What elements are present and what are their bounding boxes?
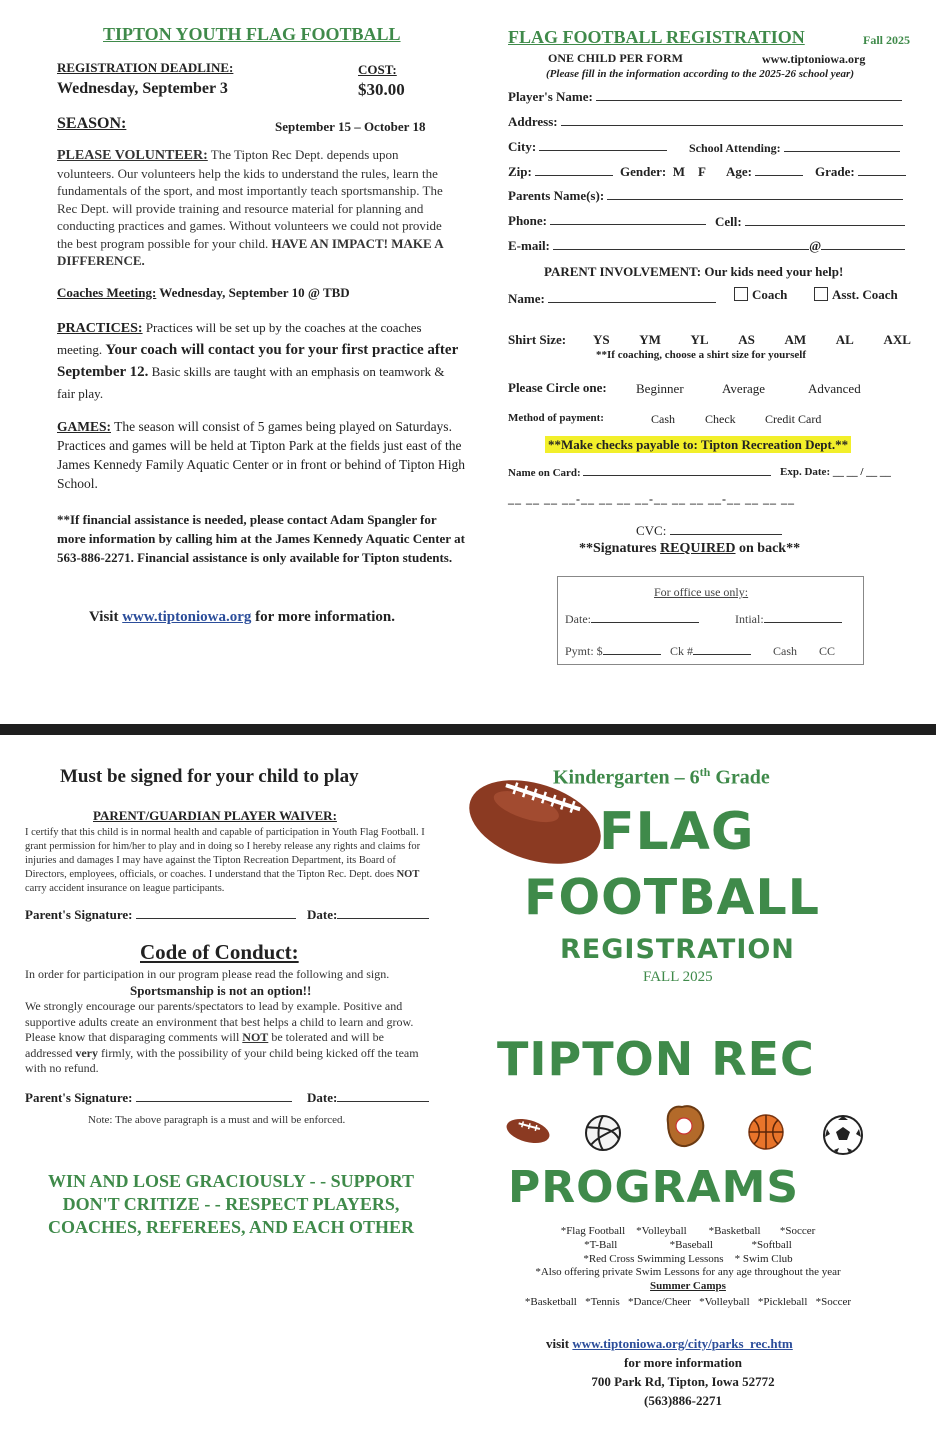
coc-not: NOT bbox=[242, 1030, 269, 1044]
grade-post: Grade bbox=[710, 766, 770, 789]
coc-sig-label: Parent's Signature: bbox=[25, 1090, 133, 1105]
cover-fall: FALL 2025 bbox=[643, 969, 713, 985]
office-initial-label: Intial: bbox=[735, 612, 764, 626]
office-pymt-label: Pymt: $ bbox=[565, 644, 603, 658]
parks-rec-link[interactable]: www.tiptoniowa.org/city/parks_rec.htm bbox=[572, 1336, 793, 1351]
shirt-size-option[interactable]: AXL bbox=[883, 332, 911, 347]
coc-text1: We strongly encourage our parents/spectators to lead by example. Positive and supportive adults create an environment that best helps a child to learn and grow. Please know that disparaging comments will bbox=[25, 999, 414, 1044]
waiver-signature-field[interactable] bbox=[25, 907, 296, 923]
grade-sup: th bbox=[699, 765, 711, 779]
programs-row-3: *Red Cross Swimming Lessons * Swim Club bbox=[583, 1252, 793, 1265]
panel1-title: TIPTON YOUTH FLAG FOOTBALL bbox=[103, 24, 401, 44]
level-beginner[interactable]: Beginner bbox=[636, 381, 684, 396]
parents-field[interactable] bbox=[508, 188, 903, 204]
shirt-note: **If coaching, choose a shirt size for yourself bbox=[596, 349, 806, 361]
practices-text3: Basic skills are taught with an emphasis on teamwork & fair play. bbox=[57, 364, 445, 401]
slogan: WIN AND LOSE GRACIOUSLY - - SUPPORT DON'T CRITIZE - - RESPECT PLAYERS, COACHES, REFEREES, AND EACH OTHER bbox=[47, 1171, 415, 1237]
coc-intro: In order for participation in our program please read the following and sign. bbox=[25, 967, 390, 981]
season-label: SEASON: bbox=[57, 115, 127, 132]
programs-row-4: *Also offering private Swim Lessons for any age throughout the year bbox=[535, 1266, 841, 1279]
camps-row: *Basketball *Tennis *Dance/Cheer *Volleyball *Pickleball *Soccer bbox=[524, 1295, 852, 1308]
practices-paragraph bbox=[57, 317, 462, 405]
volunteer-impact: HAVE AN IMPACT! MAKE A DIFFERENCE. bbox=[57, 235, 443, 268]
coc-signature-field[interactable] bbox=[25, 1090, 292, 1106]
rec-phone: (563)886-2271 bbox=[644, 1393, 722, 1408]
phone-field[interactable] bbox=[508, 213, 706, 229]
programs-list bbox=[488, 1225, 888, 1310]
gender-field[interactable]: Gender: M F bbox=[620, 164, 706, 179]
website-link[interactable]: www.tiptoniowa.org bbox=[122, 609, 252, 625]
checks-payable-note bbox=[545, 437, 851, 453]
visit-rec-line bbox=[546, 1336, 793, 1352]
more-info: for more information bbox=[624, 1355, 742, 1370]
games-label: GAMES: bbox=[57, 419, 111, 434]
form-title: FLAG FOOTBALL REGISTRATION bbox=[508, 27, 805, 47]
cover-programs: PROGRAMS bbox=[508, 1162, 800, 1213]
signatures-post: on back** bbox=[735, 541, 801, 556]
deadline-value: Wednesday, September 3 bbox=[57, 80, 228, 97]
waiver-text1: I certify that this child is in normal health and capable of participation in Youth Flag Football. I grant permission for him/her to play and in doing so I hereby release any rights and claims for injuries and damages I may have against the Tipton Recreation Department, its Board of Directors, employees, officials, or coaches. I understand that the Tipton Rec. Dept. does bbox=[25, 827, 425, 880]
payment-check[interactable]: Check bbox=[705, 412, 736, 426]
games-paragraph bbox=[57, 417, 467, 493]
cover-tipton-rec: TIPTON REC bbox=[497, 1032, 815, 1086]
phone-label: Phone: bbox=[508, 213, 547, 228]
waiver-title: PARENT/GUARDIAN PLAYER WAIVER: bbox=[93, 808, 337, 823]
cvc-label: CVC: bbox=[636, 523, 667, 538]
office-payment bbox=[565, 644, 661, 659]
name-on-card-field[interactable] bbox=[508, 466, 771, 479]
rec-address: 700 Park Rd, Tipton, Iowa 52772 bbox=[591, 1374, 775, 1389]
coc-text bbox=[25, 999, 425, 1077]
coc-very: very bbox=[75, 1045, 98, 1060]
practices-text1: Practices will be set up by the coaches at the coaches meeting. bbox=[57, 320, 422, 357]
waiver-text bbox=[25, 826, 437, 896]
form-instructions: (Please fill in the information according to the 2025-26 school year) bbox=[546, 68, 854, 80]
signatures-note bbox=[579, 541, 800, 557]
player-name-field[interactable] bbox=[508, 89, 902, 105]
asst-coach-checkbox[interactable] bbox=[814, 287, 898, 303]
football-icon bbox=[503, 1114, 553, 1148]
checks-payable-text: **Make checks payable to: Tipton Recreation Dept.** bbox=[545, 436, 851, 453]
waiver-date-label: Date: bbox=[307, 907, 338, 922]
asst-coach-label: Asst. Coach bbox=[832, 287, 898, 302]
summer-camps-heading: Summer Camps bbox=[650, 1280, 726, 1293]
signatures-required: REQUIRED bbox=[660, 541, 736, 556]
exp-date-blank: __ __ / __ __ bbox=[832, 466, 891, 478]
games-text: The season will consist of 5 games being played on Saturdays. Practices and games will be held at Tipton Park at the fields just east of the James Kennedy Family Aquatic Center or in front or behind of Tipton High School. bbox=[57, 419, 465, 491]
cover-football: FOOTBALL bbox=[524, 869, 820, 926]
visit-post: for more information. bbox=[251, 609, 395, 625]
age-field[interactable] bbox=[726, 164, 803, 180]
financial-assistance: **If financial assistance is needed, please contact Adam Spangler for more information by calling him at the James Kennedy Aquatic Center at 563-886-2271. Financial assistance is only available for Tipton students. bbox=[57, 512, 465, 565]
sportsmanship: Sportsmanship is not an option!! bbox=[130, 983, 312, 998]
visit-pre: Visit bbox=[89, 609, 123, 625]
zip-label: Zip: bbox=[508, 164, 532, 179]
circle-label: Please Circle one: bbox=[508, 380, 607, 395]
office-date-label: Date: bbox=[565, 612, 591, 626]
city-label: City: bbox=[508, 139, 537, 154]
coach-checkbox-box[interactable] bbox=[734, 287, 748, 301]
cost-label: COST: bbox=[358, 62, 397, 77]
waiver-sig-label: Parent's Signature: bbox=[25, 907, 133, 922]
deadline-label: REGISTRATION DEADLINE: bbox=[57, 60, 234, 75]
office-use-box bbox=[557, 576, 864, 665]
coach-label: Coach bbox=[752, 287, 788, 302]
payment-label: Method of payment: bbox=[508, 412, 604, 424]
zip-field[interactable] bbox=[508, 164, 613, 180]
cover-flag: FLAG bbox=[599, 802, 755, 862]
payment-credit-card[interactable]: Credit Card bbox=[765, 412, 822, 426]
cvc-field[interactable] bbox=[636, 523, 782, 539]
one-child: ONE CHILD PER FORM bbox=[548, 51, 683, 65]
coaches-value: Wednesday, September 10 @ TBD bbox=[156, 285, 350, 300]
exp-date-field[interactable] bbox=[780, 466, 891, 478]
grade-label: Grade: bbox=[815, 164, 855, 179]
grade-pre: Kindergarten – 6 bbox=[553, 766, 700, 789]
email-label: E-mail: bbox=[508, 238, 550, 253]
visit-rec-pre: visit bbox=[546, 1336, 573, 1351]
coc-date-label: Date: bbox=[307, 1090, 338, 1105]
office-ck-label: Ck # bbox=[670, 644, 694, 658]
coc-note: Note: The above paragraph is a must and will be enforced. bbox=[88, 1114, 346, 1126]
parents-label: Parents Name(s): bbox=[508, 188, 605, 203]
shirt-size-option[interactable]: YS bbox=[593, 332, 610, 347]
code-of-conduct-title: Code of Conduct: bbox=[140, 940, 299, 964]
coaches-label: Coaches Meeting: bbox=[57, 285, 157, 300]
card-number-field[interactable]: __ __ __ __-__ __ __ __-__ __ __ __-__ __ __ __ bbox=[508, 492, 795, 506]
coach-checkbox[interactable] bbox=[734, 287, 787, 303]
shirt-size-option[interactable]: YL bbox=[690, 332, 709, 347]
level-advanced[interactable]: Advanced bbox=[808, 381, 861, 396]
level-average[interactable]: Average bbox=[722, 381, 766, 396]
volunteer-label: PLEASE VOLUNTEER: bbox=[57, 148, 208, 163]
volleyball-icon bbox=[583, 1113, 623, 1153]
email-at: @ bbox=[809, 238, 822, 253]
waiver-not: NOT bbox=[396, 869, 420, 880]
cost-value: $30.00 bbox=[358, 80, 405, 99]
shirt-size-option[interactable]: AS bbox=[738, 332, 755, 347]
cover-registration: REGISTRATION bbox=[560, 934, 795, 965]
coc-date-field[interactable] bbox=[307, 1090, 429, 1106]
school-label: School Attending: bbox=[689, 141, 781, 155]
cell-label: Cell: bbox=[715, 214, 742, 229]
volunteer-name-label: Name: bbox=[508, 291, 545, 306]
cell-field[interactable] bbox=[715, 214, 905, 230]
email-field[interactable] bbox=[508, 238, 905, 254]
name-on-card-label: Name on Card: bbox=[508, 467, 581, 479]
office-initial bbox=[735, 612, 842, 627]
coc-text3: firmly, with the possibility of your child being kicked off the team with no refund. bbox=[25, 1045, 419, 1075]
practices-highlight: Your coach will contact you for your first practice after September 12. bbox=[57, 342, 458, 380]
age-label: Age: bbox=[726, 164, 752, 179]
grade-range bbox=[553, 765, 770, 790]
office-cc: CC bbox=[819, 644, 836, 658]
form-website: www.tiptoniowa.org bbox=[762, 52, 866, 66]
programs-row-2: *T-Ball *Baseball *Softball bbox=[584, 1238, 792, 1251]
season-tag: Fall 2025 bbox=[863, 33, 910, 47]
programs-row-1: *Flag Football *Volleyball *Basketball *Soccer bbox=[560, 1225, 816, 1237]
asst-coach-checkbox-box[interactable] bbox=[814, 287, 828, 301]
coaches-meeting bbox=[57, 285, 350, 301]
volunteer-text: The Tipton Rec Dept. depends upon volunteers. Our volunteers help the kids to understand the rules, learn the fundamentals of the sport, and most importantly teach sportsmanship. The Rec Dept. will provide training and resource material for planning and conducting practices and games. Without volunteers we could not provide the best program possible for your child. bbox=[57, 147, 443, 251]
volunteer-paragraph bbox=[57, 146, 457, 270]
practices-label: PRACTICES: bbox=[57, 321, 143, 336]
office-check bbox=[670, 644, 751, 659]
waiver-text2: carry accident insurance on league participants. bbox=[25, 883, 225, 894]
city-field[interactable] bbox=[508, 139, 667, 155]
exp-date-label: Exp. Date: bbox=[780, 466, 831, 478]
fold-divider bbox=[0, 724, 936, 735]
parent-involvement: PARENT INVOLVEMENT: Our kids need your help! bbox=[544, 264, 844, 279]
waiver-date-field[interactable] bbox=[307, 907, 429, 923]
address-label: Address: bbox=[508, 114, 558, 129]
school-field[interactable] bbox=[689, 140, 900, 156]
soccer-ball-icon bbox=[821, 1113, 865, 1157]
shirt-size-option[interactable]: AL bbox=[835, 332, 854, 347]
shirt-size-option[interactable]: AM bbox=[784, 332, 807, 347]
shirt-size-label: Shirt Size: bbox=[508, 332, 567, 347]
coc-text2: be tolerated and will be addressed bbox=[25, 1030, 384, 1060]
shirt-size-option[interactable]: YM bbox=[639, 332, 661, 347]
shirt-size-options bbox=[593, 332, 911, 348]
basketball-icon bbox=[746, 1112, 786, 1152]
season-value: September 15 – October 18 bbox=[275, 119, 426, 134]
payment-cash[interactable]: Cash bbox=[651, 412, 675, 426]
office-title: For office use only: bbox=[654, 585, 749, 599]
address-field[interactable] bbox=[508, 114, 903, 130]
volunteer-name-field[interactable] bbox=[508, 291, 716, 307]
office-cash: Cash bbox=[773, 644, 797, 658]
visit-line bbox=[89, 609, 395, 626]
office-date bbox=[565, 612, 699, 627]
signatures-pre: **Signatures bbox=[579, 541, 661, 556]
grade-field[interactable] bbox=[815, 164, 906, 180]
baseball-glove-icon bbox=[660, 1103, 710, 1149]
must-sign-title: Must be signed for your child to play bbox=[60, 766, 359, 787]
player-name-label: Player's Name: bbox=[508, 89, 593, 104]
